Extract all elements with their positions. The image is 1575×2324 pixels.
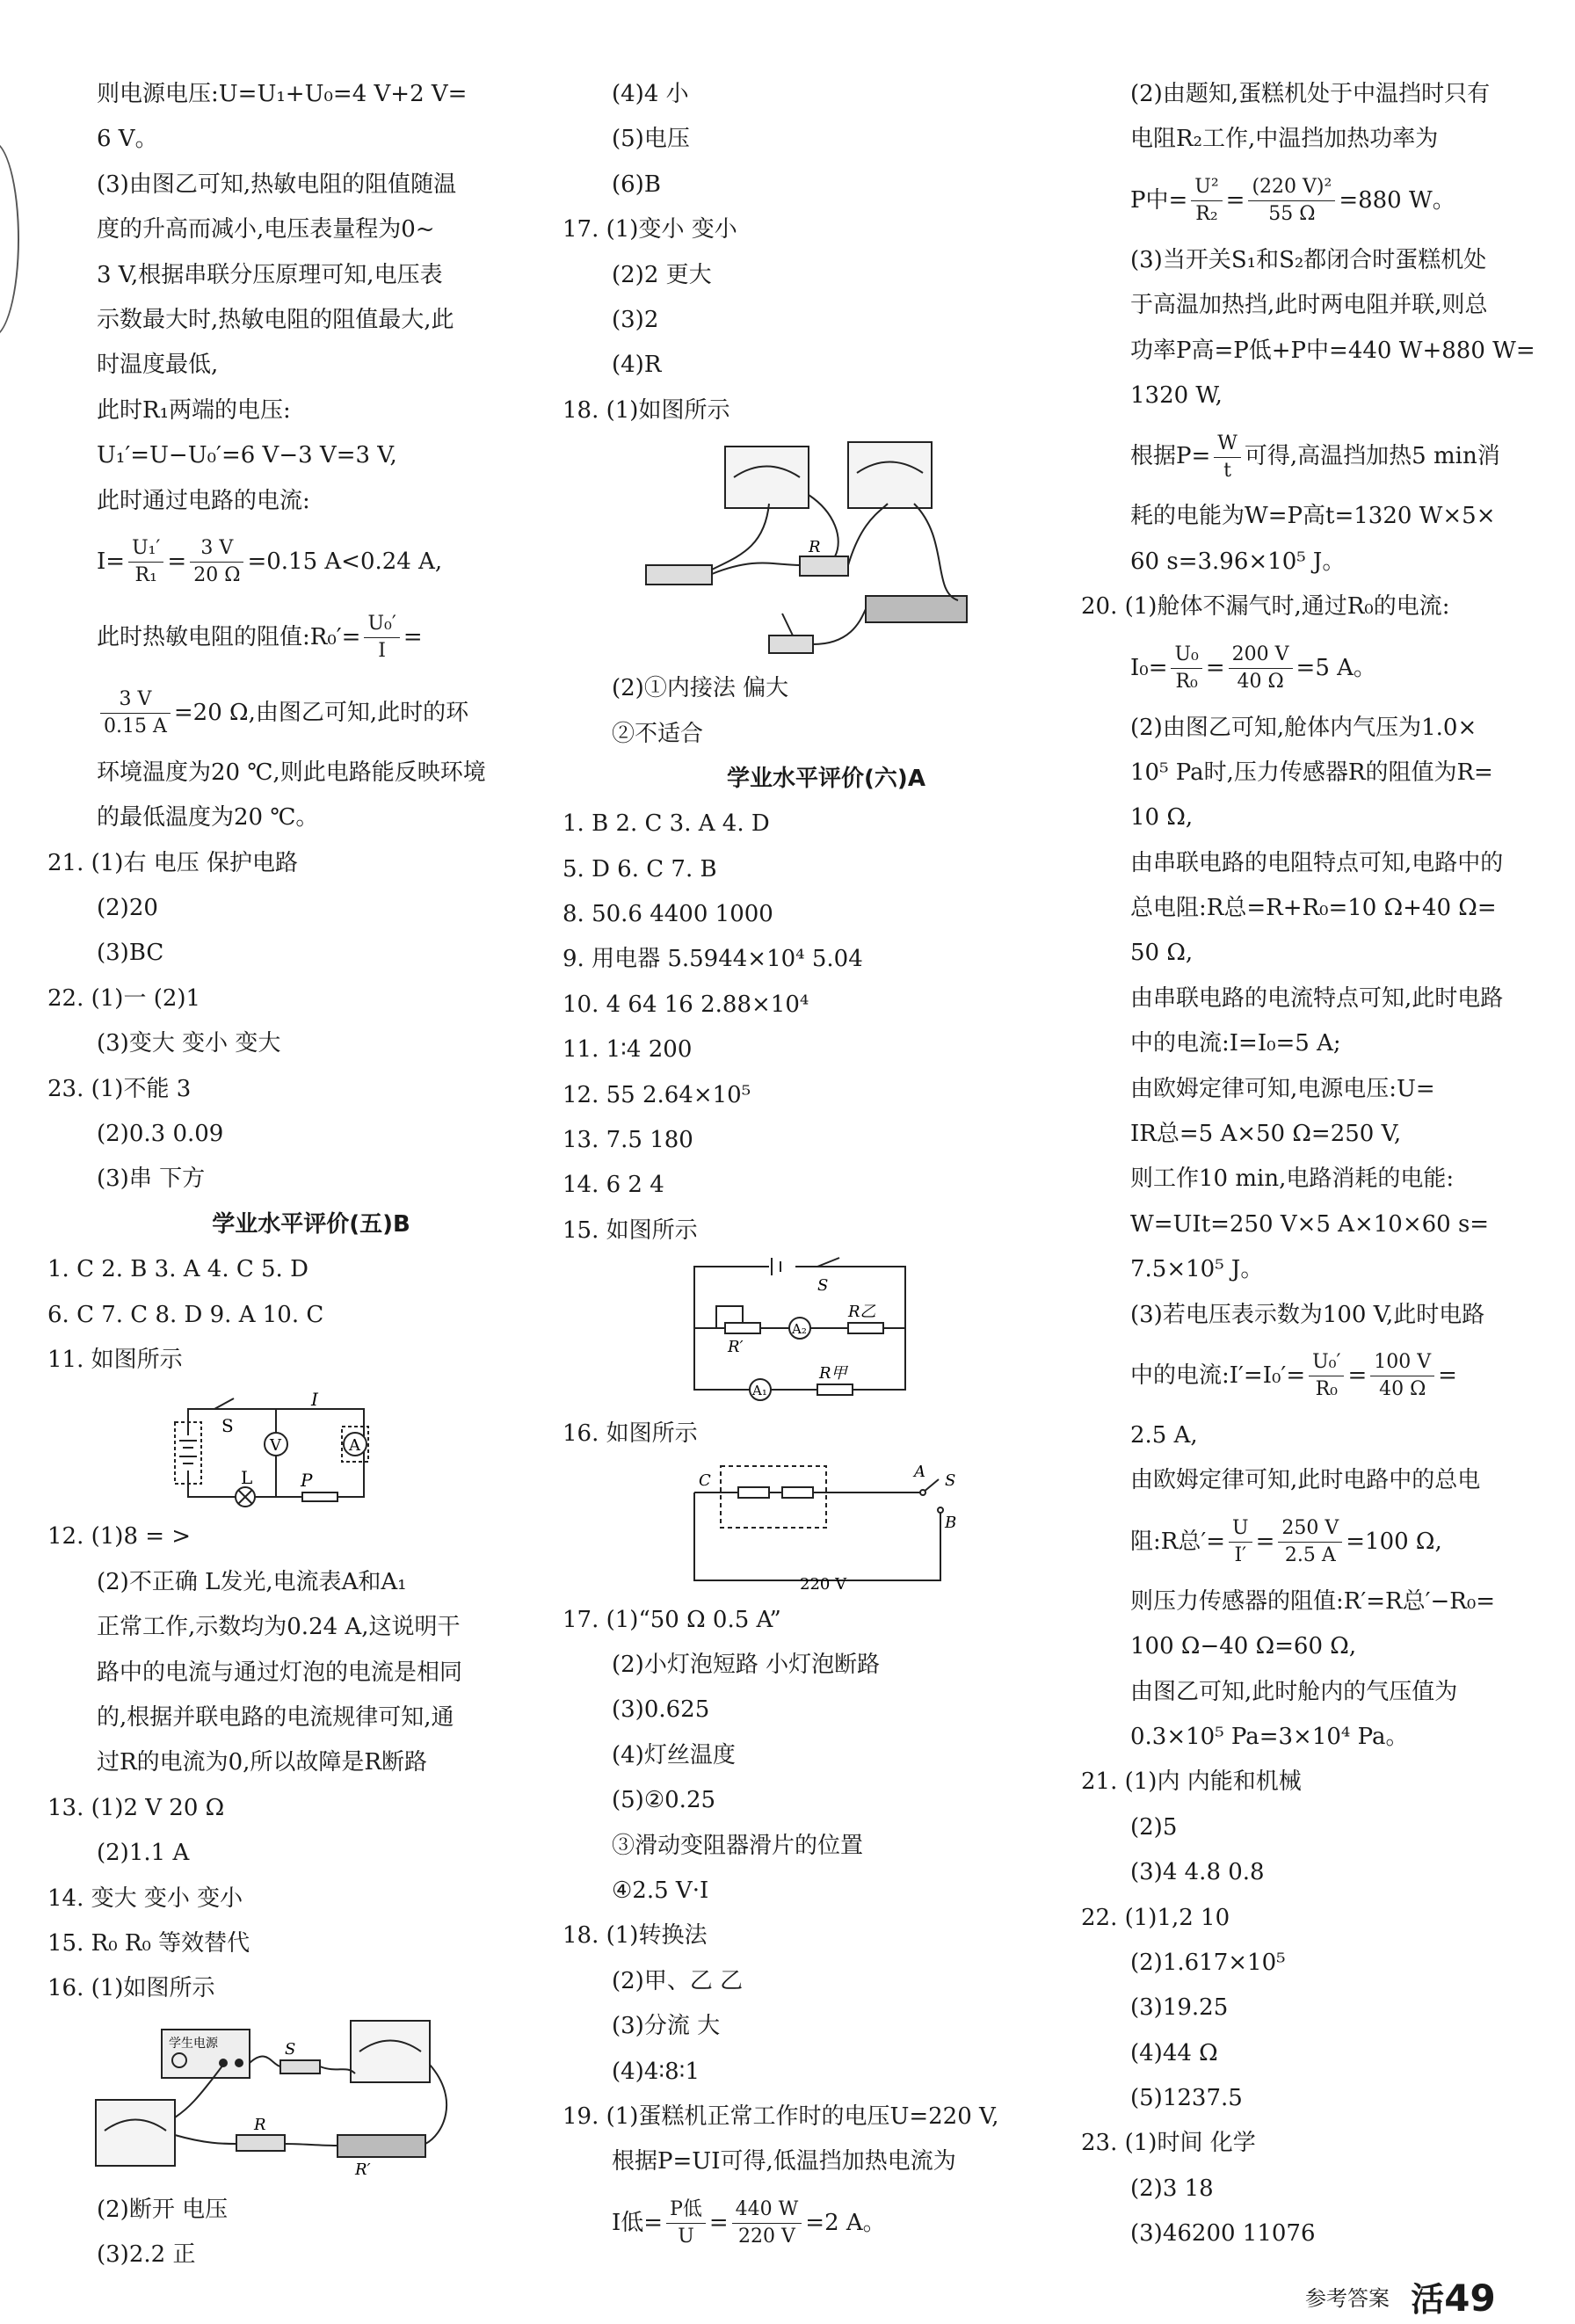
text-line: (2)甲、乙 乙 [612,1967,744,1994]
text-line: (5)②0.25 [612,1787,716,1814]
text-line: 3 V,根据串联分压原理可知,电压表 [97,261,443,288]
binding-edge-mark [0,141,19,338]
text-line: (3)19.25 [1130,1994,1229,2022]
formula-mid-power: P中= $\frac{\text{U²}}{\text{R₂}}$ = $\frac{\text{(220 V)²}}{55 \Omega}$ =880 W。 [1130,176,1455,226]
label-r: R [254,2115,266,2134]
label-v: V [270,1436,281,1456]
circuit-figure-6a-15 [562,1253,1055,1412]
text-line: 60 s=3.96×10⁵ J。 [1130,548,1346,575]
text-line: (5)电压 [612,126,690,153]
formula-energy: 根据P= $\frac{W}{t}$ 可得,高温挡加热5 min消 [1130,432,1500,482]
section-heading: 学业水平评价(五)B [212,1210,410,1238]
column-3 [1081,72,1556,2257]
text-line: 由欧姆定律可知,电源电压:U= [1130,1075,1435,1102]
label-rj: R甲 [819,1364,847,1384]
answer-line: 23. (1)不能 3 [47,1075,192,1102]
text-line: 总电阻:R总=R+R₀=10 Ω+40 Ω= [1130,895,1497,922]
answer-line: 15. 如图所示 [562,1216,698,1244]
text-line: ④2.5 V·I [612,1877,709,1904]
page-footer [1305,2272,1496,2320]
text-line: (2)1.617×10⁵ [1130,1949,1286,1976]
text-line: (2)由题知,蛋糕机处于中温挡时只有 [1130,81,1491,107]
text-line: 环境温度为20 ℃,则此电路能反映环境 [97,759,486,786]
answer-line: 21. (1)右 电压 保护电路 [47,849,298,876]
answer-line: 14. 变大 变小 变小 [47,1885,243,1912]
answer-line: 15. R₀ R₀ 等效替代 [47,1929,250,1957]
text-line: 10 Ω, [1130,804,1194,832]
circuit-figure-5b-11 [47,1383,540,1514]
text-line: (2)由图乙可知,舱体内气压为1.0× [1130,714,1477,741]
column-1 [47,72,540,2277]
text-line: 的最低温度为20 ℃。 [97,804,319,832]
text-line: 50 Ω, [1130,940,1194,967]
formula-i-prime: 中的电流:I′=I₀′= $\frac{\text{U₀′}}{\text{R₀}}$ = $\frac{100 V}{40 \Omega}$ = [1130,1351,1457,1401]
text-line: (3)2 [612,306,659,333]
answer-line: 23. (1)时间 化学 [1081,2130,1256,2157]
text-line: (2)20 [97,895,158,922]
text-line: 由欧姆定律可知,此时电路中的总电 [1130,1467,1481,1494]
text-line: (3)分流 大 [612,2013,721,2040]
text-line: 根据P=UI可得,低温挡加热电流为 [612,2148,956,2175]
text-line: (2)3 18 [1130,2175,1214,2202]
text-line: (3)46200 11076 [1130,2220,1316,2248]
label-a: A [914,1462,925,1481]
text-line: 则工作10 min,电路消耗的电能: [1130,1166,1455,1193]
text-line: (2)小灯泡短路 小灯泡断路 [612,1651,881,1678]
answer-line: 13. 7.5 180 [562,1127,693,1154]
answer-line: 18. (1)如图所示 [562,396,730,424]
text-line: (4)4∶8∶1 [612,2058,700,2085]
text-line: (3)当开关S₁和S₂都闭合时蛋糕机处 [1130,246,1487,273]
label-r: R [809,538,821,557]
label-b: B [945,1513,957,1532]
text-line: (4)4 小 [612,81,689,107]
label-p: P [301,1470,313,1492]
text-line: 7.5×10⁵ J。 [1130,1256,1264,1283]
label-s: S [285,2039,296,2059]
text-line: 1320 W, [1130,381,1223,409]
text-line: ②不适合 [612,720,704,747]
label-c: C [699,1471,711,1490]
text-line: 100 Ω−40 Ω=60 Ω, [1130,1633,1357,1660]
text-line: (4)灯丝温度 [612,1741,736,1768]
label-rp: R′ [355,2160,371,2179]
text-line: 时温度最低, [97,352,219,379]
text-line: 由串联电路的电阻特点可知,电路中的 [1130,849,1504,876]
label-voltage: 220 V [800,1574,847,1594]
text-line: (2)2 更大 [612,261,712,288]
label-s: S [817,1276,829,1296]
text-line: 度的升高而减小,电压表量程为0~ [97,216,435,243]
answer-line: 9. 用电器 5.5944×10⁴ 5.04 [562,946,863,973]
text-line: (5)1237.5 [1130,2085,1243,2112]
text-line: (2)断开 电压 [97,2196,229,2223]
text-line: (3)0.625 [612,1696,710,1724]
text-line: U₁′=U−U₀′=6 V−3 V=3 V, [97,442,397,469]
answer-line: 12. 55 2.64×10⁵ [562,1081,751,1108]
answer-line: 12. (1)8 = > [47,1523,192,1551]
circuit-figure-6a-16 [562,1457,1055,1598]
text-line: W=UIt=250 V×5 A×10×60 s= [1130,1210,1490,1238]
text-line: (6)B [612,171,661,198]
text-line: 功率P高=P低+P中=440 W+880 W= [1130,337,1535,364]
text-line: (3)2.2 正 [97,2241,196,2269]
label-source: 学生电源 [169,2036,218,2051]
answer-line: 1. B 2. C 3. A 4. D [562,810,770,838]
answer-line: 21. (1)内 内能和机械 [1081,1768,1302,1796]
answer-line: 17. (1)变小 变小 [562,216,737,243]
text-line: 电阻R₂工作,中温挡加热功率为 [1130,126,1439,153]
answer-line: 16. (1)如图所示 [47,1975,215,2002]
answer-line: 13. (1)2 V 20 Ω [47,1794,225,1821]
text-line: (2)1.1 A [97,1840,190,1867]
text-line: (3)由图乙可知,热敏电阻的阻值随温 [97,171,457,198]
answer-line: 16. 如图所示 [562,1420,698,1448]
label-i: I [311,1389,318,1411]
answer-line: 5. D 6. C 7. B [562,855,717,882]
text-line: (3)若电压表示数为100 V,此时电路 [1130,1301,1485,1328]
formula-resistance-2: $\frac{3 V}{0.15 A}$ =20 Ω,由图乙可知,此时的环 [47,675,540,751]
label-s: S [221,1415,234,1437]
text-line: (3)串 下方 [97,1166,206,1193]
answer-line: 18. (1)转换法 [562,1922,708,1950]
text-line: 中的电流:I=I₀=5 A; [1130,1030,1341,1057]
text-line: 正常工作,示数均为0.24 A,这说明干 [97,1614,461,1641]
answer-line: 6. C 7. C 8. D 9. A 10. C [47,1301,324,1328]
text-line: 示数最大时,热敏电阻的阻值最大,此 [97,306,454,333]
label-a: A [349,1436,360,1456]
answer-line: 17. (1)“50 Ω 0.5 A” [562,1606,781,1633]
text-line: 于高温加热挡,此时两电阻并联,则总 [1130,292,1488,319]
apparatus-figure-5b-16 [47,2012,540,2188]
answer-line: 11. 如图所示 [47,1346,183,1373]
text-line: (2)不正确 L发光,电流表A和A₁ [97,1568,407,1595]
text-line: 10⁵ Pa时,压力传感器R的阻值为R= [1130,759,1493,786]
answer-line: 14. 6 2 4 [562,1172,664,1199]
text-line: 2.5 A, [1130,1421,1198,1449]
section-heading: 学业水平评价(六)A [727,765,925,792]
label-rp: R′ [728,1338,744,1357]
text-line: 的,根据并联电路的电流规律可知,通 [97,1703,454,1731]
apparatus-figure-18 [562,433,1055,666]
text-line: 由串联电路的电流特点可知,此时电路 [1130,984,1504,1012]
text-line: 路中的电流与通过灯泡的电流是相同 [97,1659,463,1686]
text-line: (2)①内接法 偏大 [612,675,789,702]
formula-resistance: 此时热敏电阻的阻值:R₀′= $\frac{\text{U₀′}}{I}$ = [97,613,423,663]
text-line: (4)R [612,352,662,379]
answer-line: 22. (1)一 (2)1 [47,984,201,1012]
text-line: 此时通过电路的电流: [97,487,310,514]
text-line: (2)0.3 0.09 [97,1121,224,1148]
text-line: 此时R₁两端的电压: [97,396,291,424]
text-line: 6 V。 [97,126,158,153]
text-line: (3)BC [97,940,164,967]
answer-line: 22. (1)1,2 10 [1081,1904,1230,1931]
label-a1: A₁ [752,1383,767,1399]
formula-current: I= $\frac{\text{U₁′}}{\text{R₁}}$ = $\frac{3 V}{20 \Omega}$ =0.15 A<0.24 A, [97,537,443,587]
text-line: 过R的电流为0,所以故障是R断路 [97,1749,427,1776]
text-line: (4)44 Ω [1130,2039,1218,2066]
text-line: 则压力传感器的阻值:R′=R总′−R₀= [1130,1587,1496,1615]
label-l: L [241,1467,253,1489]
text-line: 则电源电压:U=U₁+U₀=4 V+2 V= [97,81,468,107]
answer-line: 1. C 2. B 3. A 4. C 5. D [47,1256,308,1283]
text-line: IR总=5 A×50 Ω=250 V, [1130,1121,1402,1148]
answer-line: 10. 4 64 16 2.88×10⁴ [562,991,809,1018]
answer-line: 20. (1)舱体不漏气时,通过R₀的电流: [1081,593,1450,621]
formula-low-current: I低= P低 U = $\frac{440 W}{220 V}$ =2 A。 [612,2198,886,2248]
footer-label: 参考答案 [1305,2286,1390,2311]
text-line: (3)4 4.8 0.8 [1130,1859,1265,1886]
answer-line: 19. (1)蛋糕机正常工作时的电压U=220 V, [562,2102,999,2130]
answer-line: 8. 50.6 4400 1000 [562,901,773,928]
text-line: (2)5 [1130,1813,1178,1841]
answer-line: 11. 1∶4 200 [562,1036,693,1064]
formula-i0: I₀= $\frac{\text{U₀}}{\text{R₀}}$ = $\frac{200 V}{40 \Omega}$ =5 A。 [1130,643,1376,694]
text-line: 由图乙可知,此时舱内的气压值为 [1130,1678,1458,1705]
text-line: ③滑动变阻器滑片的位置 [612,1832,864,1859]
formula-total-resistance: 阻:R总′= $\frac{U}{I'}$ = $\frac{250 V}{2.5 A}$ =100 Ω, [1130,1517,1442,1567]
column-2 [562,72,1055,2261]
text-line: (3)变大 变小 变大 [97,1030,281,1057]
label-a2: A₂ [792,1321,807,1338]
footer-page-number: 活49 [1411,2277,1496,2320]
label-rz: R乙 [848,1303,876,1322]
text-line: 0.3×10⁵ Pa=3×10⁴ Pa。 [1130,1723,1409,1750]
text-line: 耗的电能为W=P高t=1320 W×5× [1130,503,1496,530]
label-s: S [945,1471,956,1490]
